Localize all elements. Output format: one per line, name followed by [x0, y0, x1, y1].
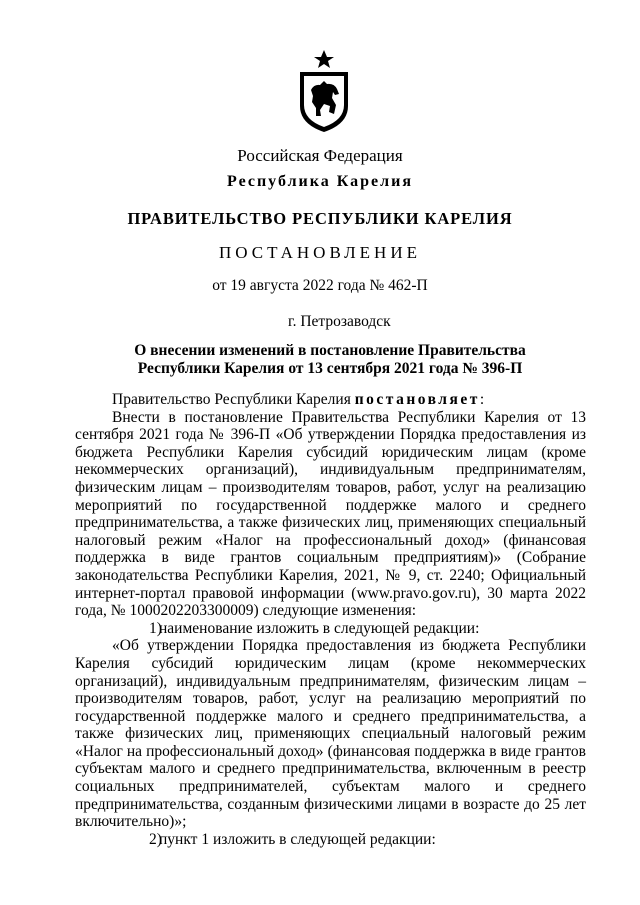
- coat-of-arms-emblem: [294, 48, 354, 134]
- decree-paragraph: [75, 391, 586, 409]
- decree-prefix: Правительство Республики Карелия: [112, 391, 355, 408]
- document-subject: [110, 342, 550, 378]
- date-number-line: от 19 августа 2022 года № 462-П: [212, 277, 428, 294]
- decree-word: постановляет: [354, 391, 480, 408]
- document-body: [75, 391, 586, 848]
- decree-suffix: :: [479, 391, 485, 408]
- amendment-paragraph: Внести в постановление Правительства Республики Карелия от 13 сентября 2021 года № 396-П «Об утверждении Порядка предоставления из бюджета Республики Карелия субсидий юридическим лицам (кроме некоммерческих организаций), индивидуальным предпринимателям, физическим лицам – производителям товаров, работ, услуг на реализацию мероприятий по государственной поддержке малого и среднего предпринимательства, а также физических лиц, применяющих специальный налоговый режим «Налог на профессиональный доход» (финансовая поддержка в виде грантов социальным предприятиям)» (Собрание законодательства Республики Карелия, 2021, № 9, ст. 2240; Официальный интернет-портал правовой информации (www.pravo.gov.ru), 30 марта 2022 года, № 1000202203300009) следующие изменения:: [75, 408, 586, 620]
- quoted-title-paragraph: «Об утверждении Порядка предоставления из бюджета Республики Карелия субсидий юридическим лицам (кроме некоммерческих организаций), индивидуальным предпринимателям, физическим лицам – производителям товаров, работ, услуг на реализацию мероприятий по государственной поддержке малого и среднего предпринимательства, а также физических лиц, применяющих специальный налоговый режим «Налог на профессиональный доход» (финансовая поддержка в виде грантов субъектам малого и среднего предпринимательства, включенным в реестр социальных предпринимателей, субъектам малого и среднего предпринимательства, созданным физическими лицами в возрасте до 25 лет включительно)»;: [75, 637, 586, 831]
- government-title: ПРАВИТЕЛЬСТВО РЕСПУБЛИКИ КАРЕЛИЯ: [127, 209, 513, 228]
- subject-line-1: О внесении изменений в постановление Правительства: [134, 342, 526, 359]
- list-item-1: [75, 620, 586, 638]
- republic-name: Республика Карелия: [227, 173, 413, 190]
- list-item-number: 2): [149, 830, 162, 848]
- country-name: Российская Федерация: [237, 146, 403, 165]
- city-name: г. Петрозаводск: [288, 313, 391, 330]
- list-item-2: [75, 831, 586, 849]
- list-item-number: 1): [149, 619, 162, 637]
- document-type: ПОСТАНОВЛЕНИЕ: [218, 243, 421, 262]
- list-item-text: пункт 1 изложить в следующей редакции:: [159, 830, 436, 848]
- list-item-text: наименование изложить в следующей редакции:: [159, 619, 480, 637]
- subject-line-2: Республики Карелия от 13 сентября 2021 года № 396-П: [137, 360, 523, 377]
